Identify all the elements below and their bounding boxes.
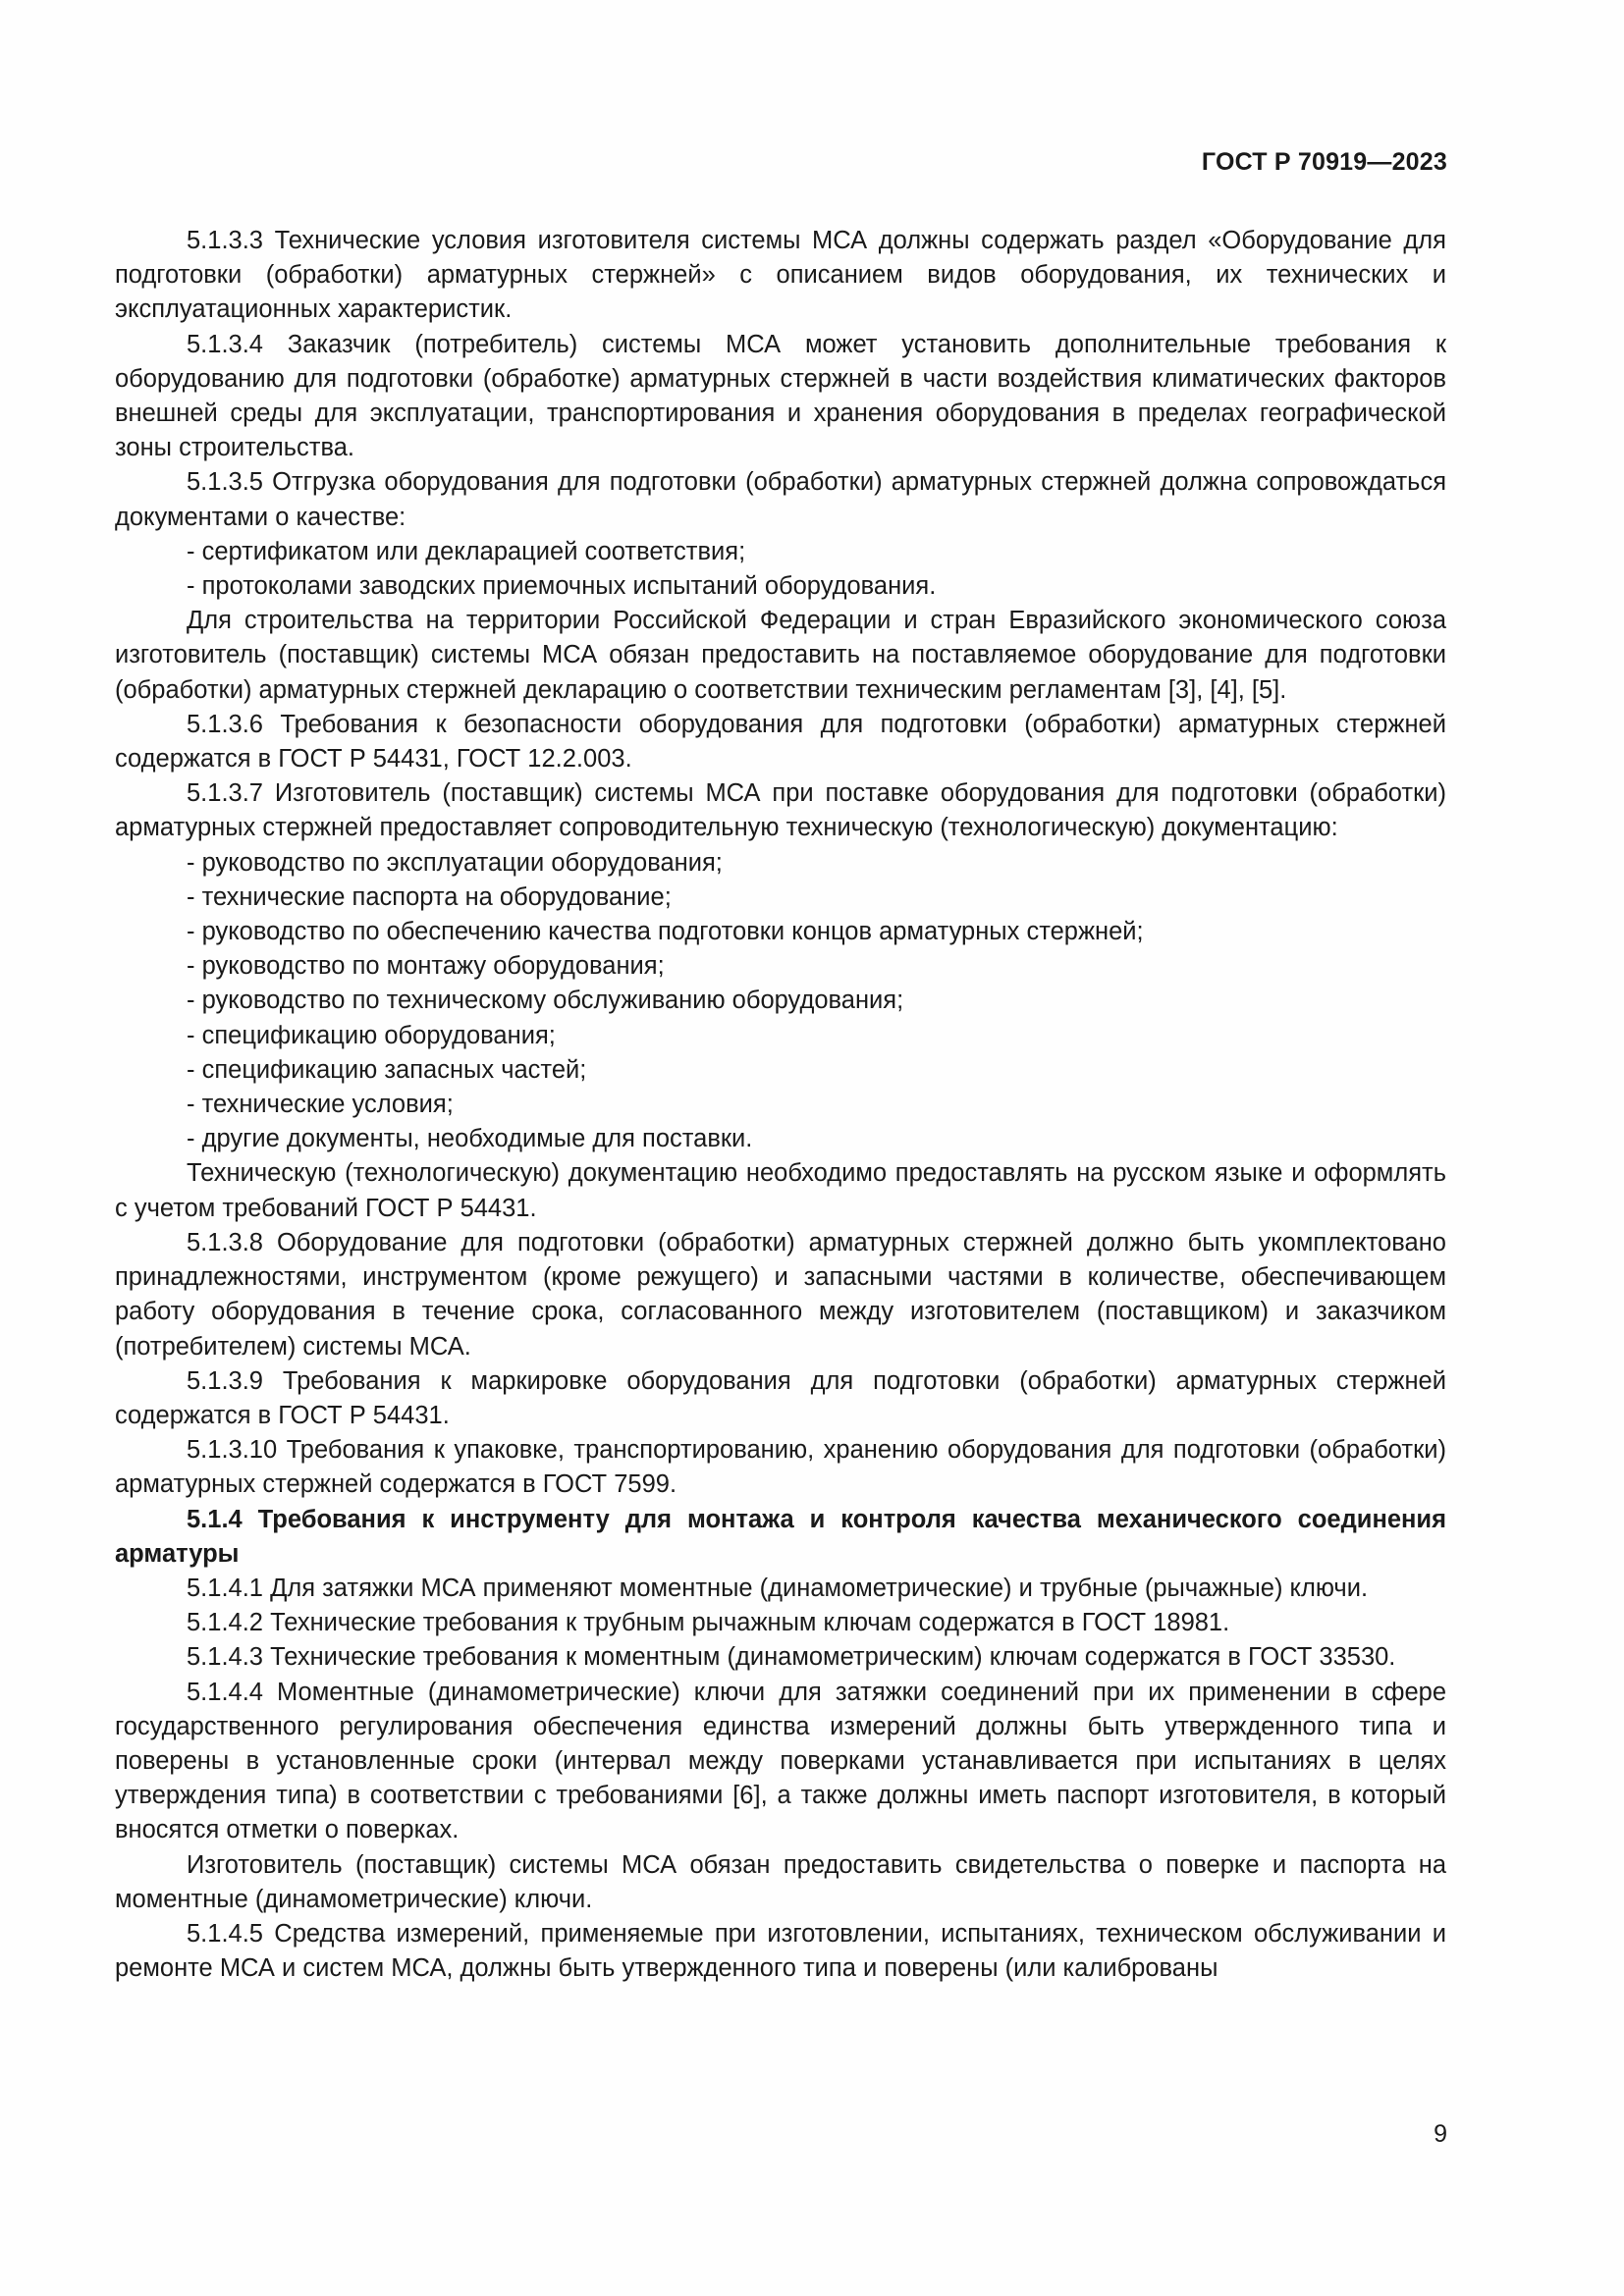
paragraph-documentation-language: Техническую (технологическую) документацию необходимо предоставлять на русском языке и оформлять с учетом требований ГОСТ Р 54431. xyxy=(115,1159,1446,1222)
paragraph-eaeu-declaration: Для строительства на территории Российской Федерации и стран Евразийского экономического союза изготовитель (поставщик) системы МСА обязан предоставить на поставляемое оборудование для подготовки (обработки) арматурных стержней декларацию о соответствии техническим регламентам [3], [4], [5]. xyxy=(115,607,1446,704)
paragraph-5-1-4-1: 5.1.4.1 Для затяжки МСА применяют моментные (динамометрические) и трубные (рычажные) ключи. xyxy=(187,1574,1369,1602)
list-item: - руководство по эксплуатации оборудования; xyxy=(187,848,723,877)
paragraph-5-1-3-10: 5.1.3.10 Требования к упаковке, транспортированию, хранению оборудования для подготовки (обработки) арматурных стержней содержатся в ГОСТ 7599. xyxy=(115,1436,1446,1499)
list-item: - сертификатом или декларацией соответствия; xyxy=(187,537,746,565)
paragraph-5-1-3-9: 5.1.3.9 Требования к маркировке оборудования для подготовки (обработки) арматурных стержней содержатся в ГОСТ Р 54431. xyxy=(115,1366,1446,1429)
paragraph-5-1-4-4: 5.1.4.4 Моментные (динамометрические) ключи для затяжки соединений при их применении в сфере государственного регулирования обеспечения единства измерений должны быть утвержденного типа и поверены в установленные сроки (интервал между поверками устанавливается при испытаниях в целях утверждения типа) в соответствии с требованиями [6], а также должны иметь паспорт изготовителя, в который вносятся отметки о поверках. xyxy=(115,1678,1446,1844)
paragraph-5-1-3-7: 5.1.3.7 Изготовитель (поставщик) системы МСА при поставке оборудования для подготовки (обработки) арматурных стержней предоставляет сопроводительную техническую (технологическую) документацию: xyxy=(115,779,1446,842)
page-number: 9 xyxy=(1434,2120,1447,2148)
list-item: - протоколами заводских приемочных испытаний оборудования. xyxy=(187,572,937,601)
paragraph-5-1-3-8: 5.1.3.8 Оборудование для подготовки (обработки) арматурных стержней должно быть укомплектовано принадлежностями, инструментом (кроме режущего) и запасными частями в количестве, обеспечивающем работу оборудования в течение срока, согласованного между изготовителем (поставщиком) и заказчиком (потребителем) системы МСА. xyxy=(115,1228,1446,1361)
list-item: - руководство по обеспечению качества подготовки концов арматурных стержней; xyxy=(187,918,1144,946)
paragraph-verification-certificates: Изготовитель (поставщик) системы МСА обязан предоставить свидетельства о поверке и паспорта на моментные (динамометрические) ключи. xyxy=(115,1850,1446,1913)
paragraph-5-1-3-4: 5.1.3.4 Заказчик (потребитель) системы МСА может установить дополнительные требования к оборудованию для подготовки (обработке) арматурных стержней в части воздействия климатических факторов внешней среды для эксплуатации, транспортирования и хранения оборудования в пределах географической зоны строительства. xyxy=(115,330,1446,462)
paragraph-5-1-4-5: 5.1.4.5 Средства измерений, применяемые при изготовлении, испытаниях, техническом обслуживании и ремонте МСА и систем МСА, должны быть утвержденного типа и поверены (или калиброваны xyxy=(115,1919,1446,1983)
paragraph-5-1-4-2: 5.1.4.2 Технические требования к трубным рычажным ключам содержатся в ГОСТ 18981. xyxy=(187,1609,1230,1637)
list-item: - технические паспорта на оборудование; xyxy=(187,882,672,911)
list-item: - спецификацию оборудования; xyxy=(187,1021,556,1049)
paragraph-5-1-3-5: 5.1.3.5 Отгрузка оборудования для подготовки (обработки) арматурных стержней должна сопровождаться документами о качестве: xyxy=(115,468,1446,531)
paragraph-5-1-4-3: 5.1.4.3 Технические требования к моментным (динамометрическим) ключам содержатся в ГОСТ 33530. xyxy=(187,1643,1396,1672)
paragraph-5-1-3-3: 5.1.3.3 Технические условия изготовителя системы МСА должны содержать раздел «Оборудование для подготовки (обработки) арматурных стержней» с описанием видов оборудования, их технических и эксплуатационных характеристик. xyxy=(115,227,1446,324)
list-item: - технические условия; xyxy=(187,1091,454,1119)
list-item: - руководство по техническому обслуживанию оборудования; xyxy=(187,987,904,1015)
document-code: ГОСТ Р 70919—2023 xyxy=(1201,148,1447,176)
list-item: - другие документы, необходимые для поставки. xyxy=(187,1125,753,1153)
list-item: - руководство по монтажу оборудования; xyxy=(187,952,665,981)
list-item: - спецификацию запасных частей; xyxy=(187,1055,587,1084)
document-body xyxy=(115,224,1446,1986)
section-heading-5-1-4: 5.1.4 Требования к инструменту для монтажа и контроля качества механического соединения арматуры xyxy=(115,1505,1446,1568)
paragraph-5-1-3-6: 5.1.3.6 Требования к безопасности оборудования для подготовки (обработки) арматурных стержней содержатся в ГОСТ Р 54431, ГОСТ 12.2.003. xyxy=(115,710,1446,774)
